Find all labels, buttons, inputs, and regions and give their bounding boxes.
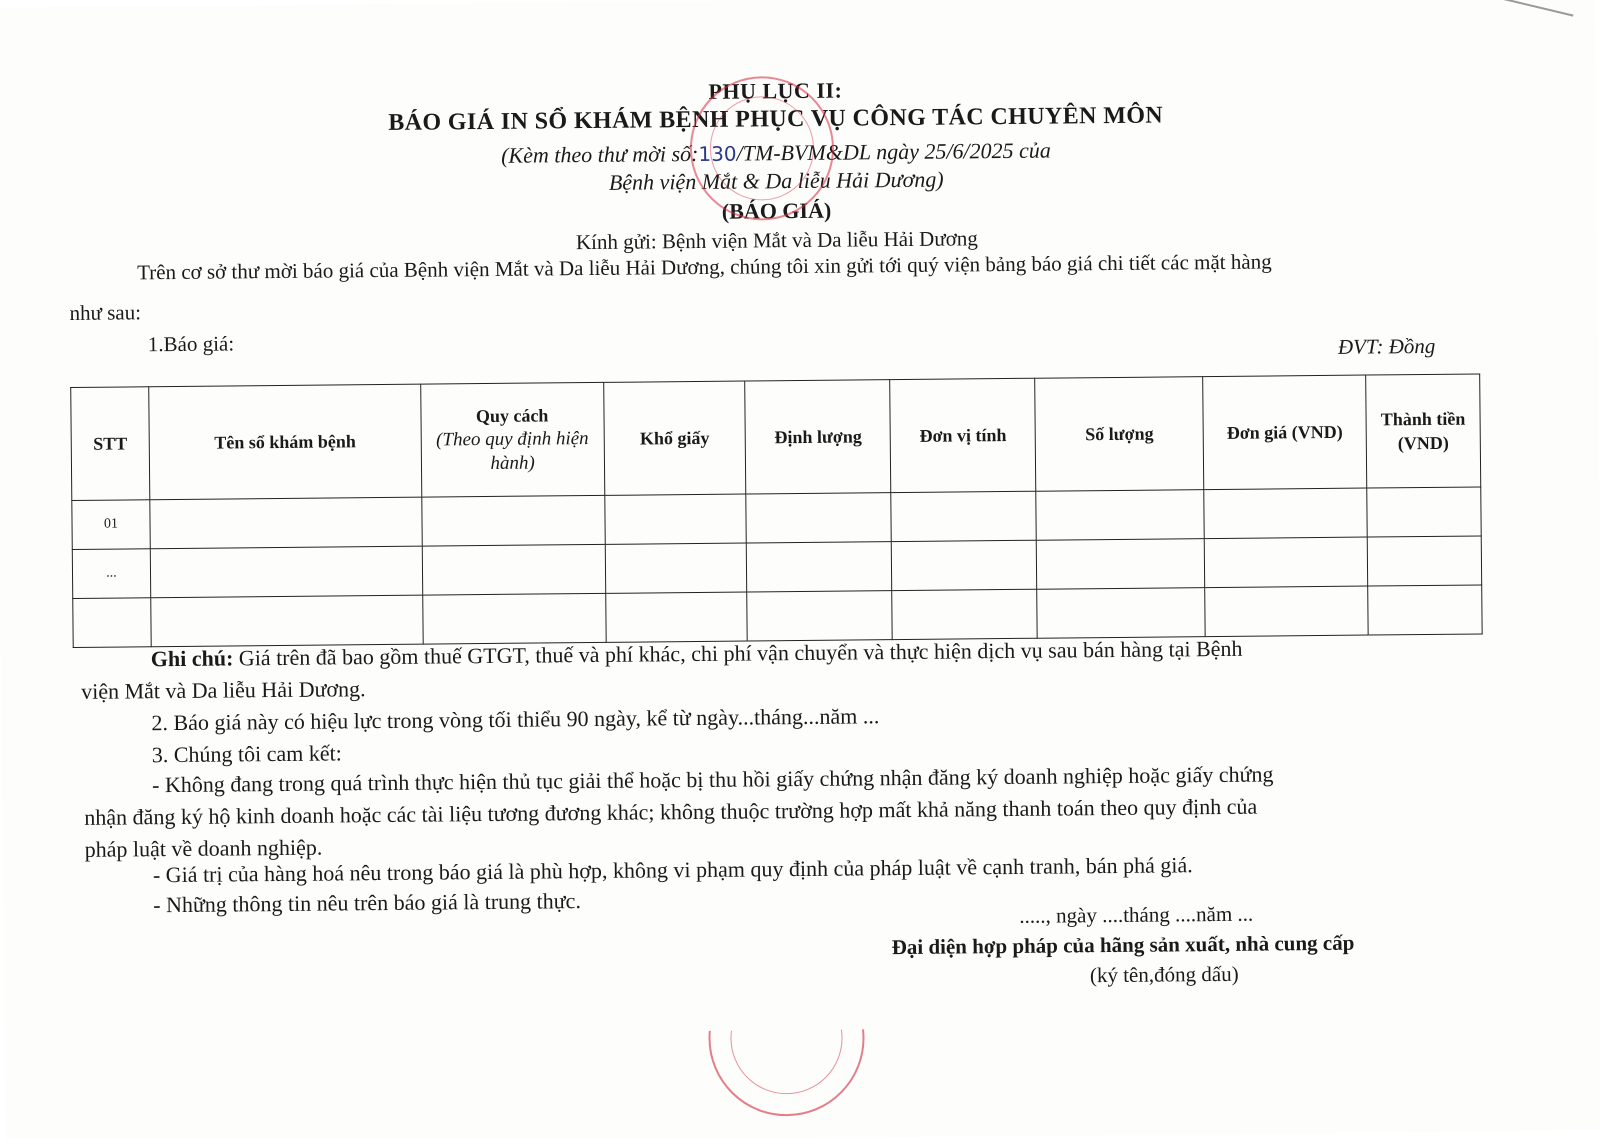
header-unit: Đơn vị tính — [890, 378, 1036, 492]
cell-unit-price — [1204, 488, 1367, 539]
cell-name — [150, 497, 422, 549]
cell-unit — [891, 491, 1036, 541]
header-spec — [420, 382, 604, 497]
cell-unit-price — [1205, 586, 1368, 637]
commit-title: 3. Chúng tôi cam kết: — [151, 740, 342, 768]
cell-spec — [421, 495, 604, 546]
cell-paper-size — [605, 592, 747, 642]
commit-1-line-3: pháp luật về doanh nghiệp. — [84, 834, 323, 862]
currency-unit: ĐVT: Đồng — [1337, 333, 1436, 359]
cell-name — [151, 595, 423, 647]
cell-quantity — [1036, 490, 1204, 541]
document-title: BÁO GIÁ IN SỔ KHÁM BỆNH PHỤC VỤ CÔNG TÁC CHUYÊN MÔN — [388, 102, 1164, 136]
commit-1-line-2: nhận đăng ký hộ kinh doanh hoặc các tài liệu tương đương khác; không thuộc trường hợp mất khả năng thanh toán theo quy định của — [84, 793, 1258, 830]
hospital-line: Bệnh viện Mắt & Da liễu Hải Dương) — [608, 166, 944, 195]
recipient-line: Kính gửi: Bệnh viện Mắt và Da liễu Hải Dương — [575, 226, 978, 255]
header-spec-title: Quy cách — [475, 405, 549, 427]
intro-line-1: Trên cơ sở thư mời báo giá của Bệnh viện Mắt và Da liễu Hải Dương, chúng tôi xin gửi tới quý viện bảng báo giá chi tiết các mặt hàng — [137, 249, 1272, 285]
document-type: (BÁO GIÁ) — [721, 197, 832, 224]
validity-line: 2. Báo giá này có hiệu lực trong vòng tối thiểu 90 ngày, kể từ ngày...tháng...năm ... — [151, 703, 880, 736]
cell-weight — [747, 542, 892, 592]
header-stt: STT — [71, 387, 150, 501]
stamp-seal-bottom — [708, 1029, 865, 1120]
cell-total — [1367, 536, 1481, 586]
cell-paper-size — [604, 494, 746, 544]
attachment-suffix: /TM-BVM&DL ngày 25/6/2025 của — [736, 137, 1051, 166]
cell-paper-size — [605, 543, 747, 593]
handwritten-number: 130 — [698, 141, 737, 166]
cell-quantity — [1037, 588, 1205, 639]
note-text: Giá trên đã bao gồm thuế GTGT, thuế và phí khác, chi phí vận chuyển và thực hiện dịch vụ sau bán hàng tại Bệnh — [233, 635, 1243, 671]
cell-total — [1367, 487, 1481, 537]
cell-quantity — [1036, 539, 1204, 590]
commit-2: - Giá trị của hàng hoá nêu trong báo giá là phù hợp, không vi phạm quy định của pháp luật về cạnh tranh, bán phá giá. — [152, 852, 1193, 888]
signature-subtitle: (ký tên,đóng dấu) — [1089, 961, 1239, 988]
header-weight: Định lượng — [745, 380, 891, 494]
commit-3: - Những thông tin nêu trên báo giá là trung thực. — [153, 888, 581, 918]
table-header-row — [71, 374, 1481, 501]
note-label: Ghi chú: — [150, 645, 234, 672]
signature-date: ....., ngày ....tháng ....năm ... — [1019, 901, 1254, 928]
signature-title: Đại diện hợp pháp của hãng sản xuất, nhà cung cấp — [891, 930, 1355, 960]
quote-table — [70, 373, 1482, 648]
section-1-label: 1.Báo giá: — [147, 331, 235, 357]
cell-unit-price — [1204, 537, 1367, 588]
note-line-2: viện Mắt và Da liễu Hải Dương. — [81, 676, 366, 704]
cell-weight — [746, 493, 891, 543]
header-total: Thành tiền (VND) — [1366, 374, 1481, 488]
cell-stt — [73, 598, 151, 648]
header-quantity: Số lượng — [1035, 377, 1204, 492]
header-name: Tên sổ khám bệnh — [149, 384, 422, 500]
cell-spec — [422, 544, 605, 595]
header-spec-note: (Theo quy định hiện hành) — [436, 428, 589, 474]
cell-total — [1368, 585, 1482, 635]
intro-line-2: như sau: — [69, 300, 142, 325]
cell-unit — [892, 589, 1037, 639]
scan-mark — [1476, 0, 1574, 17]
cell-unit — [892, 540, 1037, 590]
cell-weight — [747, 591, 892, 641]
header-unit-price: Đơn giá (VND) — [1203, 375, 1367, 490]
commit-1-line-1: - Không đang trong quá trình thực hiện thủ tục giải thể hoặc bị thu hồi giấy chứng nhận đăng ký doanh nghiệp hoặc giấy chứng — [151, 761, 1274, 798]
cell-stt: ... — [72, 549, 150, 599]
cell-stt: 01 — [72, 500, 150, 550]
cell-name — [150, 546, 422, 598]
header-paper-size: Khổ giấy — [603, 381, 746, 495]
cell-spec — [422, 593, 605, 644]
appendix-title: PHỤ LỤC II: — [708, 77, 843, 104]
attachment-prefix: (Kèm theo thư mời số: — [501, 140, 699, 168]
